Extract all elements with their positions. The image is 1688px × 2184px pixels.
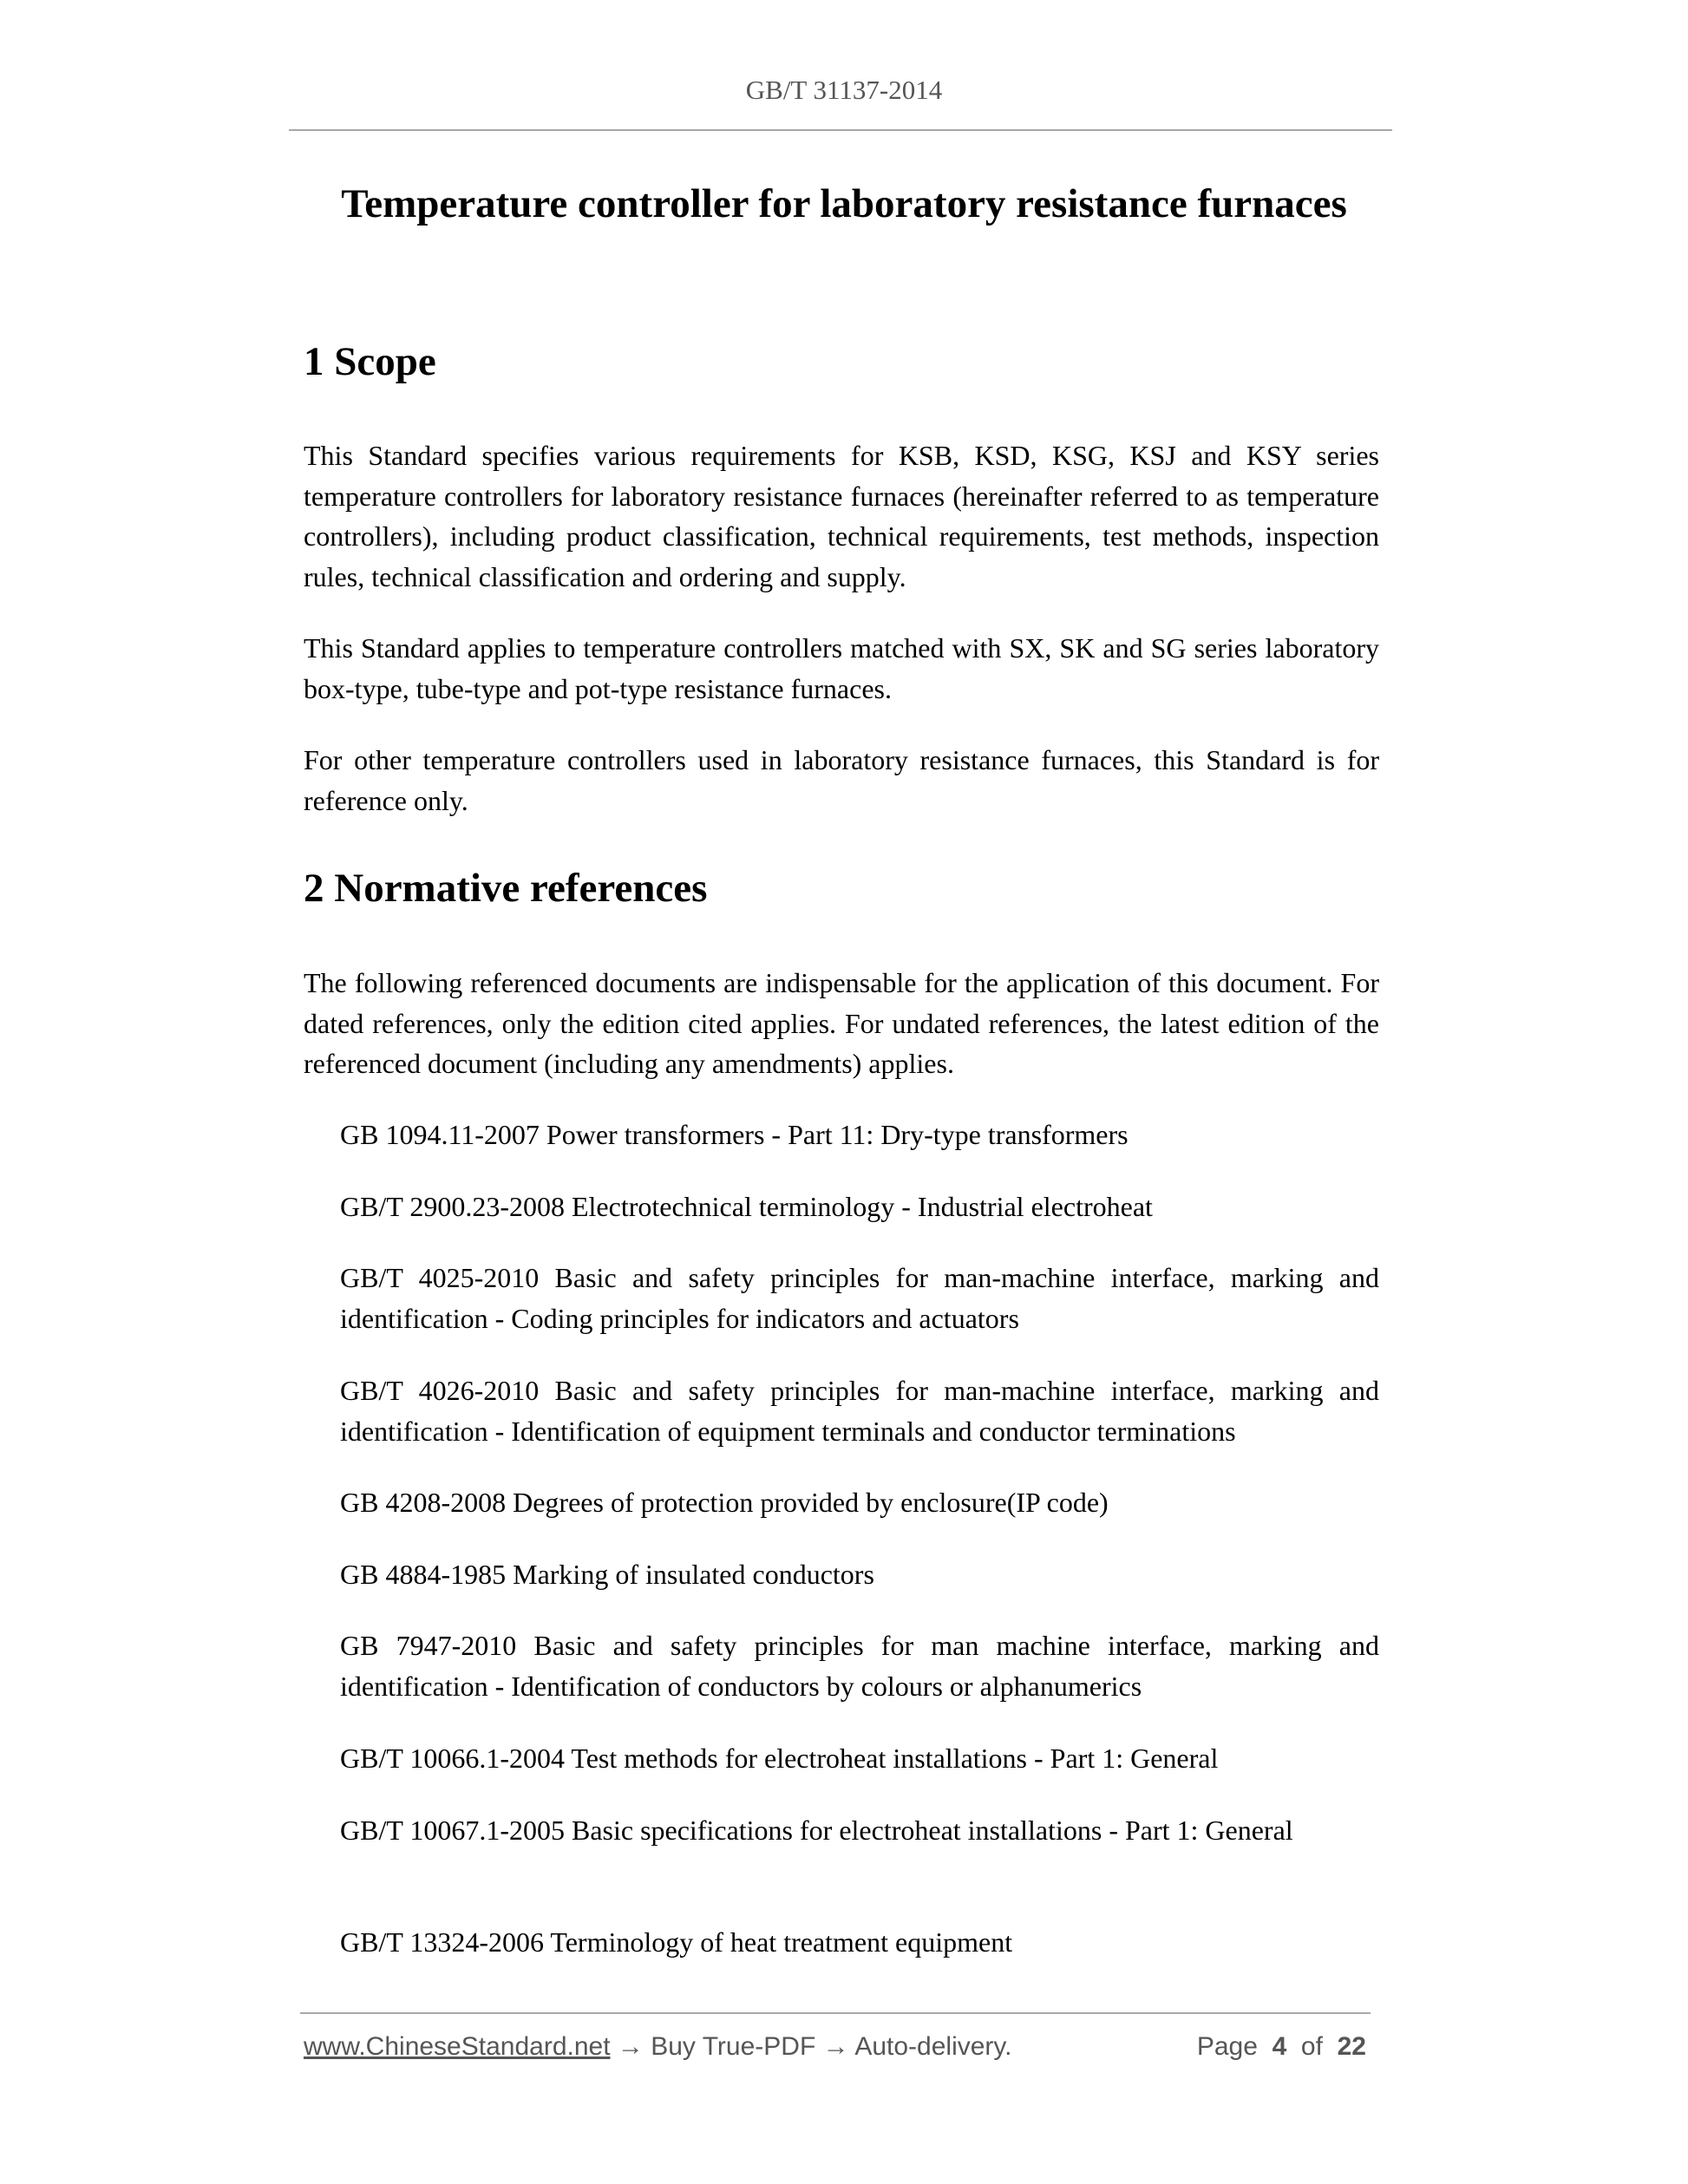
of-label: of — [1300, 2032, 1323, 2061]
footer-divider — [300, 2012, 1371, 2014]
website-link[interactable]: www.ChineseStandard.net — [304, 2032, 611, 2061]
reference-item: GB/T 10066.1-2004 Test methods for electroheat installations - Part 1: General — [340, 1743, 1219, 1774]
scope-paragraph-1: This Standard specifies various requirements for KSB, KSD, KSG, KSJ and KSY series temperature controllers for laboratory resistance furnaces (hereinafter referred to as temperature controllers), including product classification, technical requirements, test methods, inspection rules, technical classification and ordering and supply. — [304, 440, 1379, 592]
reference-item: GB 4208-2008 Degrees of protection provided by enclosure(IP code) — [340, 1487, 1109, 1518]
scope-paragraph-3: For other temperature controllers used in laboratory resistance furnaces, this Standard is for reference only. — [304, 744, 1379, 816]
reference-item: GB/T 2900.23-2008 Electrotechnical terminology - Industrial electroheat — [340, 1191, 1153, 1222]
page-number: 4 — [1272, 2032, 1287, 2061]
header-divider — [289, 129, 1392, 131]
page-footer — [304, 2032, 1371, 2062]
page-label: Page — [1196, 2032, 1258, 2061]
section-heading-scope: 1 Scope — [304, 339, 436, 384]
arrow-right-icon: → — [822, 2032, 849, 2061]
reference-item: GB 1094.11-2007 Power transformers - Part 11: Dry-type transformers — [340, 1119, 1129, 1150]
reference-item: GB/T 10067.1-2005 Basic specifications for electroheat installations - Part 1: General — [340, 1815, 1293, 1846]
buy-pdf-text: Buy True-PDF — [651, 2032, 816, 2061]
references-intro-paragraph: The following referenced documents are indispensable for the application of this document. For dated references, only the edition cited applies. For undated references, the latest edition of the referenced document (including any amendments) applies. — [304, 967, 1379, 1079]
running-header: GB/T 31137-2014 — [745, 75, 943, 105]
page-total: 22 — [1337, 2032, 1366, 2061]
page-indicator — [1197, 2032, 1366, 2062]
reference-item: GB 4884-1985 Marking of insulated conductors — [340, 1559, 874, 1590]
auto-delivery-text: Auto-delivery. — [854, 2032, 1012, 2061]
document-title: Temperature controller for laboratory resistance furnaces — [341, 181, 1347, 226]
reference-item: GB/T 4025-2010 Basic and safety principles for man-machine interface, marking and identification - Coding principles for indicators and actuators — [340, 1262, 1379, 1334]
reference-item: GB 7947-2010 Basic and safety principles for man machine interface, marking and identification - Identification of conductors by colours or alphanumerics — [340, 1630, 1379, 1702]
section-heading-normative-references: 2 Normative references — [304, 866, 708, 911]
reference-item: GB/T 4026-2010 Basic and safety principles for man-machine interface, marking and identification - Identification of equipment terminals and conductor terminations — [340, 1375, 1379, 1447]
scope-paragraph-2: This Standard applies to temperature controllers matched with SX, SK and SG series laboratory box-type, tube-type and pot-type resistance furnaces. — [304, 632, 1379, 704]
reference-item: GB/T 13324-2006 Terminology of heat treatment equipment — [340, 1926, 1013, 1958]
arrow-right-icon: → — [617, 2032, 644, 2061]
